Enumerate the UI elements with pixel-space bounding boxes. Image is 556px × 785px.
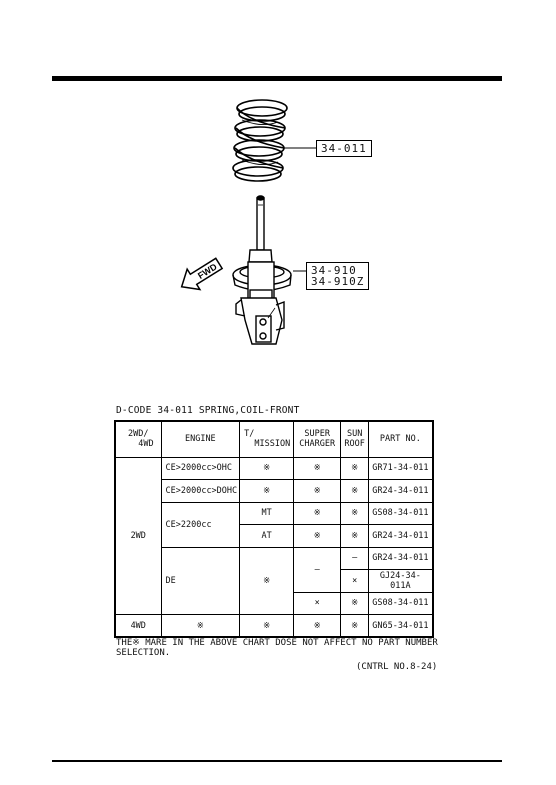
footer-rule [52, 760, 502, 762]
header-part-no: PART NO. [369, 421, 433, 457]
cell-part-no: GR71-34-011 [369, 457, 433, 480]
header-super-charger: SUPER CHARGER [294, 421, 341, 457]
cell-part-no: GR24-34-011 [369, 525, 433, 548]
cell-part-no: GS08-34-011 [369, 592, 433, 615]
cell-mark: ※ [294, 480, 341, 503]
header-mission: T/ MISSION [240, 421, 294, 457]
cell-part-no: GR24-34-011 [369, 547, 433, 570]
cell-mark: ※ [341, 480, 369, 503]
cell-part-no: GR24-34-011 [369, 480, 433, 503]
cell-engine: DE [161, 547, 240, 615]
cell-dash: — [341, 547, 369, 570]
cell-mark: ※ [240, 615, 294, 638]
cell-drive-2wd: 2WD [115, 457, 161, 615]
table-row [115, 502, 433, 525]
cell-engine: CE>2000cc>OHC [161, 457, 240, 480]
cell-mark: ※ [341, 457, 369, 480]
control-number: (CNTRL NO.8-24) [356, 662, 438, 672]
header-engine: ENGINE [161, 421, 240, 457]
spring-part-callout: 34-011 [316, 140, 372, 157]
cell-part-no: GS08-34-011 [369, 502, 433, 525]
fwd-arrow-icon [175, 253, 225, 297]
cell-mark: ※ [341, 615, 369, 638]
table-row [115, 547, 433, 570]
cell-drive-4wd: 4WD [115, 615, 161, 638]
fwd-label: FWD [196, 261, 219, 281]
chart-note: THE※ MARE IN THE ABOVE CHART DOSE NOT AFFECT NO PART NUMBER SELECTION. [116, 638, 438, 658]
cell-part-no: GJ24-34-011A [369, 570, 433, 593]
table-row [115, 615, 433, 638]
table-row [115, 457, 433, 480]
cell-mark: ※ [294, 502, 341, 525]
header-sun-roof: SUN ROOF [341, 421, 369, 457]
strut-assembly-drawing [233, 196, 291, 344]
cell-mark: ※ [294, 457, 341, 480]
cell-cross: × [341, 570, 369, 593]
cell-mark: ※ [161, 615, 240, 638]
cell-mission: MT [240, 502, 294, 525]
cell-mark: ※ [240, 547, 294, 615]
cell-mark: ※ [294, 615, 341, 638]
chart-header-row [115, 421, 433, 457]
cell-part-no: GN65-34-011 [369, 615, 433, 638]
cell-mark: ※ [341, 592, 369, 615]
cell-mark: ※ [341, 502, 369, 525]
cell-mark: ※ [341, 525, 369, 548]
cell-engine: CE>2000cc>DOHC [161, 480, 240, 503]
coil-spring-drawing [233, 100, 287, 181]
cell-mark: ※ [240, 480, 294, 503]
cell-mark: ※ [240, 457, 294, 480]
cell-mark: ※ [294, 525, 341, 548]
application-chart [114, 420, 434, 638]
chart-caption: D-CODE 34-011 SPRING,COIL-FRONT [116, 405, 300, 416]
cell-engine: CE>2200cc [161, 502, 240, 547]
cell-mission: AT [240, 525, 294, 548]
cell-dash: — [294, 547, 341, 592]
cell-cross: × [294, 592, 341, 615]
table-row [115, 480, 433, 503]
header-drive: 2WD/ 4WD [115, 421, 161, 457]
strut-part-callout: 34-910 34-910Z [306, 262, 369, 290]
